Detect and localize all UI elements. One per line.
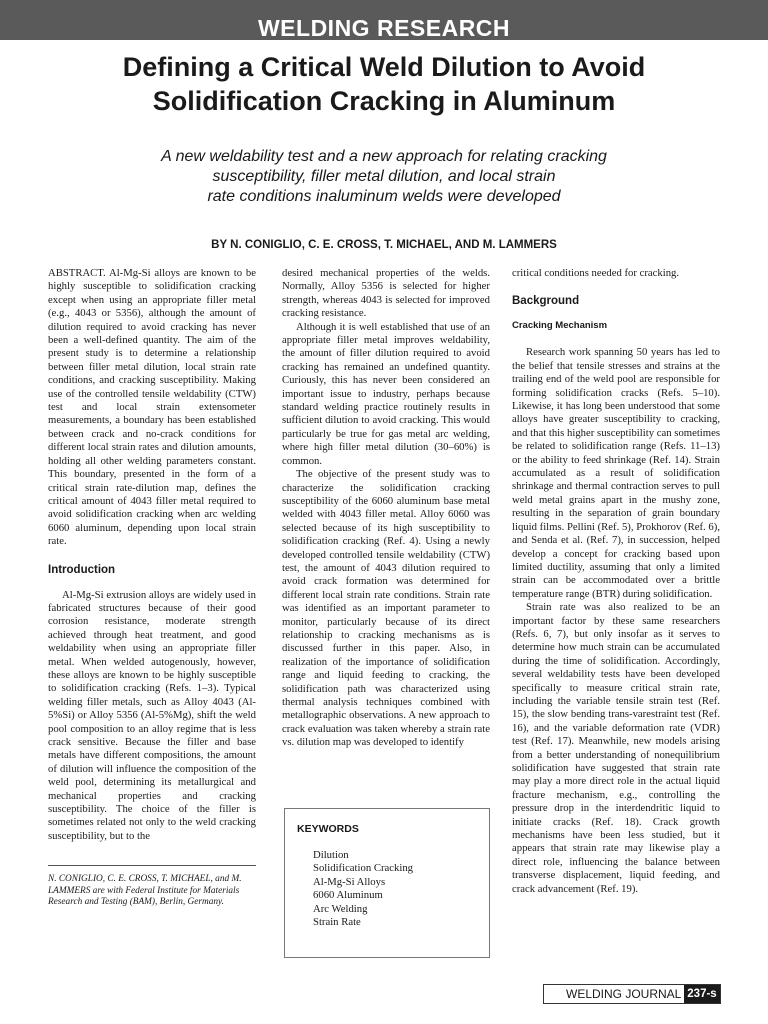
footnote-divider [48, 865, 256, 866]
keywords-box [284, 808, 490, 958]
keyword-item: Al-Mg-Si Alloys [313, 875, 386, 888]
keyword-item: Strain Rate [313, 916, 361, 929]
column-3 [512, 267, 720, 896]
page-number: 237-s [684, 985, 720, 1003]
introduction-paragraph-2: desired mechanical properties of the welds. Normally, Alloy 5356 is selected for higher strength, whereas 4043 is selected for improved cracking resistance. [282, 267, 490, 320]
introduction-paragraph-5: critical conditions needed for cracking. [512, 267, 680, 279]
introduction-heading: Introduction [48, 563, 116, 576]
keywords-title: KEYWORDS [297, 823, 359, 835]
author-byline: BY N. CONIGLIO, C. E. CROSS, T. MICHAEL, AND M. LAMMERS [211, 239, 557, 251]
title-line-2: Solidification Cracking in Aluminum [152, 86, 616, 116]
column-1 [48, 267, 256, 909]
author-affiliation-footnote: N. CONIGLIO, C. E. CROSS, T. MICHAEL, and M. LAMMERS are with Federal Institute for Materials Research and Testing (BAM), Berlin, Germany. [48, 874, 242, 908]
introduction-paragraph-3: Although it is well established that use of an appropriate filler metal improves weldability, the amount of filler dilution required to avoid cracking has remained an undefined quantity. Curiously, this has never been considered an important issue to industry, perhaps because standard welding practice routinely results in sufficient dilution to avoid cracking. This would particularly be true for gas metal arc welding, where high filler metal dilution (30–60%) is common. [282, 320, 490, 467]
introduction-paragraph-1: Al-Mg-Si extrusion alloys are widely used in fabricated structures because of their good corrosion resistance, moderate strength achieved through heat treatment, and good weldability when using an appropriate filler metal. When welded autogenously, however, these alloys are known to be highly susceptible to solidification cracking (Refs. 1–3). Typical welding filler metals, such as Alloy 4043 (Al-5%Si) or Alloy 5356 (Al-5%Mg), shift the weld pool composition to an alloy regime that is less crack sensitive. Because the filler and base metals have different compositions, the amount of dilution will influence the composition of the weld pool, determining its metallurgical and mechanical properties and cracking susceptibility. The choice of the filler is sometimes related not only to the weld cracking susceptibility, but to the [48, 588, 256, 842]
keyword-item: Arc Welding [313, 902, 368, 915]
journal-footer [543, 984, 721, 1004]
section-label: WELDING RESEARCH [257, 15, 511, 41]
keyword-item: Dilution [313, 849, 349, 861]
introduction-paragraph-4: The objective of the present study was to characterize the solidification cracking susceptibility of the 6060 aluminum base metal welded with 4043 filler metal. Alloy 6060 was selected because of its high susceptibility to solidification cracking (Ref. 4). Using a newly developed controlled tensile weldability (CTW) test, the amount of 4043 dilution required to avoid crack formation was determined for different local strain rate conditions. Strain rate was identified as an important parameter to monitor, particularly because of its direct relationship to cracking mechanisms as is discussed further in this paper. Also, in realization of the importance of solidification range and liquid feeding to cracking, the solidification path was characterized using thermal analysis techniques combined with metallographic observations. A new approach to crack evaluation was taken whereby a strain rate vs. dilution map was developed to identify [282, 468, 490, 749]
background-heading: Background [512, 295, 580, 308]
abstract-paragraph: ABSTRACT. Al-Mg-Si alloys are known to be highly susceptible to solidification cracking except when using an appropriate filler metal (e.g., 4043 or 5356), although the amount of dilution required to avoid cracking has never been a well-defined quantity. The aim of the present study is to determine a relationship between filler metal dilution, local strain rate conditions, and cracking susceptibility. Making use of the controlled tensile weldability (CTW) test and local strain extensometer measurements, a boundary has been established between crack and no-crack conditions for different local strain rates and dilution amounts, holding all other welding parameters constant. This boundary, presented in the form of a critical strain rate-dilution map, defines the critical amount of 4043 filler metal required to avoid solidification cracking when arc welding 6060 aluminum, depending upon local strain rate. [48, 267, 256, 548]
cracking-mechanism-subheading: Cracking Mechanism [512, 320, 608, 332]
article-title [40, 50, 728, 118]
keyword-item: 6060 Aluminum [313, 889, 383, 902]
keyword-item: Solidification Cracking [313, 862, 414, 875]
subtitle-line-3: rate conditions inaluminum welds were developed [207, 188, 561, 205]
subtitle-line-1: A new weldability test and a new approach for relating cracking [161, 148, 607, 165]
keywords-list [313, 849, 413, 929]
column-2 [282, 267, 490, 750]
background-paragraph-2: Strain rate was also realized to be an important factor by these same researchers (Refs. 6, 7), but only insofar as it serves to determine how much strain can be accumulated during the time of solidification. Accordingly, several weldability tests have been developed specifically to measure critical strain rate, including the variable tensile strain test (Ref. 15), the slow bending trans-varestraint test (Ref. 16), and the variable deformation rate (VDR) test (Ref. 17). Meanwhile, new models arising from a better understanding of nonequilibrium solidification have suggested that strain rate may play a more direct role in the actual liquid fracture mechanism, e.g., controlling the pressure drop in the interdendritic liquid to initiate cracks (Ref. 18). Crack growth mechanisms have been less studied, but it appears that strain rate may likewise play a direct role, influencing the balance between transverse displacement, liquid feeding, and crack advancement (Ref. 19). [512, 601, 720, 895]
background-paragraph-1: Research work spanning 50 years has led to the belief that tensile stresses and strains at the trailing end of the weld pool are responsible for forming solidification cracks (Refs. 5–10). Likewise, it has long been understood that some alloys have greater susceptibility to cracking, and that this higher susceptibility can sometimes be related to solidification range (Refs. 11–13) or the ability to feed shrinkage (Ref. 14). Strain accumulated as a result of solidification shrinkage and thermal contraction serves to pull weld metal grains apart in the mushy zone, resulting in the separation of grain boundary liquid films. Pellini (Ref. 5), Prokhorov (Ref. 6), and Senda et al. (Ref. 7), in succession, helped develop a concept for cracking based upon limited ductility, assuming that only a limited strain can be accommodated over a brittle temperature range (BTR) during solidification. [512, 346, 720, 600]
article-subtitle [70, 147, 698, 207]
subtitle-line-2: susceptibility, filler metal dilution, and local strain [212, 168, 556, 185]
journal-name: WELDING JOURNAL [566, 987, 682, 1001]
title-line-1: Defining a Critical Weld Dilution to Avoid [122, 52, 646, 82]
